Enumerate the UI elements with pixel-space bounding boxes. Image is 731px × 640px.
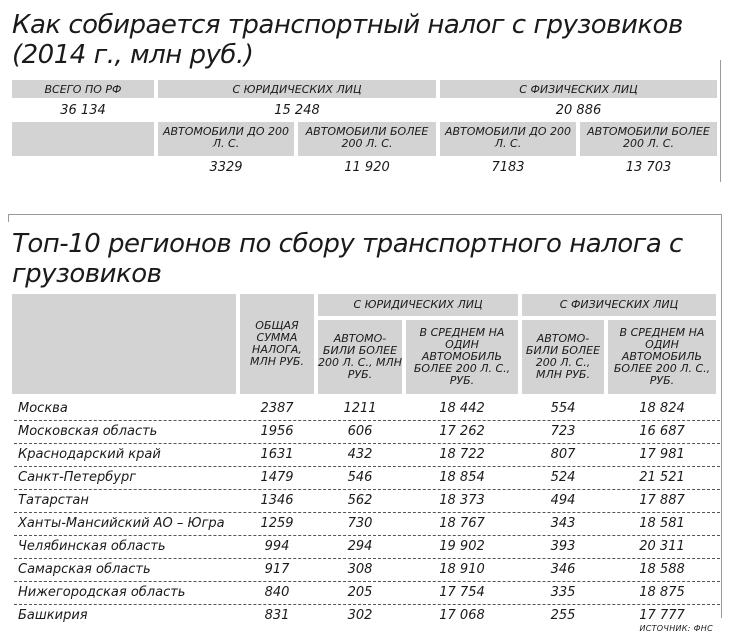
cell-phys-avg: 21 521 [639, 470, 685, 485]
cell-phys-sum: 807 [550, 447, 576, 462]
cell-phys-avg: 16 687 [639, 424, 685, 439]
cell-legal-sum: 606 [347, 424, 373, 439]
col-legal-sum-label: АВТОМО-БИЛИ БОЛЕЕ 200 Л. С., МЛН РУБ. [318, 332, 402, 381]
cell-phys-sum: 343 [550, 516, 576, 531]
table-row [14, 513, 720, 536]
cell-total: 840 [264, 585, 290, 600]
cell-region: Башкирия [18, 608, 88, 623]
group-physical-header [522, 294, 716, 316]
value-legal: 15 248 [274, 103, 320, 118]
col-legal-avg-header [406, 320, 518, 394]
cell-phys-avg: 18 824 [639, 401, 685, 416]
cell-phys-avg: 17 887 [639, 493, 685, 508]
cell-legal-avg: 17 068 [439, 608, 485, 623]
col-legal-sum-header [318, 320, 402, 394]
cell-legal-sum: 205 [347, 585, 373, 600]
cell-region: Самарская область [18, 562, 151, 577]
table-row [14, 536, 720, 559]
table-row [14, 559, 720, 582]
cell-legal-sum: 308 [347, 562, 373, 577]
col-phys-avg-label: В СРЕДНЕМ НА ОДИН АВТОМОБИЛЬ БОЛЕЕ 200 Л. С., РУБ. [613, 326, 711, 387]
cell-legal-sum: 432 [347, 447, 373, 462]
sub-header-physical-over-200: АВТОМОБИЛИ БОЛЕЕ 200 Л. С. [587, 125, 710, 150]
sub-value-legal-under-200: 3329 [209, 160, 243, 175]
header-total: ВСЕГО ПО РФ [44, 83, 122, 96]
col-legal-avg-label: В СРЕДНЕМ НА ОДИН АВТОМОБИЛЬ БОЛЕЕ 200 Л. С., РУБ. [413, 326, 511, 387]
cell-phys-sum: 524 [550, 470, 576, 485]
cell-phys-sum: 346 [550, 562, 576, 577]
cell-total: 2387 [260, 401, 294, 416]
cell-legal-avg: 18 442 [439, 401, 485, 416]
cell-total: 831 [264, 608, 290, 623]
col-phys-sum-label: АВТОМО-БИЛИ БОЛЕЕ 200 Л. С., МЛН РУБ. [525, 332, 601, 381]
cell-legal-sum: 562 [347, 493, 373, 508]
cell-legal-avg: 17 262 [439, 424, 485, 439]
cell-total: 1259 [260, 516, 294, 531]
col-phys-avg-header [608, 320, 716, 394]
cell-phys-sum: 554 [550, 401, 576, 416]
cell-phys-avg: 20 311 [639, 539, 685, 554]
source-note: ИСТОЧНИК: ФНС [639, 624, 713, 633]
cell-legal-sum: 302 [347, 608, 373, 623]
section-divider [8, 214, 722, 215]
cell-total: 1956 [260, 424, 294, 439]
cell-region: Нижегородская область [18, 585, 186, 600]
table-row [14, 605, 720, 627]
cell-total: 1346 [260, 493, 294, 508]
table-row [14, 582, 720, 605]
sub-header-legal-under-200: АВТОМОБИЛИ ДО 200 Л. С. [162, 125, 290, 150]
sub-header-physical-under-200: АВТОМОБИЛИ ДО 200 Л. С. [444, 125, 572, 150]
top10-title: Топ-10 регионов по сбору транспортного налога с грузовиков [12, 229, 683, 289]
cell-phys-avg: 18 581 [639, 516, 685, 531]
sub-value-physical-over-200: 13 703 [625, 160, 672, 175]
cell-legal-avg: 18 373 [439, 493, 485, 508]
cell-total: 917 [264, 562, 290, 577]
cell-legal-sum: 294 [347, 539, 373, 554]
cell-total: 994 [264, 539, 290, 554]
header-physical: С ФИЗИЧЕСКИХ ЛИЦ [519, 83, 638, 96]
cell-legal-avg: 18 854 [439, 470, 485, 485]
cell-legal-sum: 1211 [343, 401, 377, 416]
col-total-label: ОБЩАЯ СУММА НАЛОГА, МЛН РУБ. [250, 319, 304, 368]
cell-region: Челябинская область [18, 539, 166, 554]
col-total-header [240, 294, 314, 394]
sub-header-blank [12, 122, 154, 156]
sub-value-physical-under-200: 7183 [491, 160, 525, 175]
cell-region: Татарстан [18, 493, 89, 508]
cell-region: Краснодарский край [18, 447, 161, 462]
cell-total: 1631 [260, 447, 294, 462]
table-row [14, 490, 720, 513]
cell-phys-sum: 255 [550, 608, 576, 623]
header-legal: С ЮРИДИЧЕСКИХ ЛИЦ [232, 83, 362, 96]
table-row [14, 467, 720, 490]
sub-header-legal-over-200: АВТОМОБИЛИ БОЛЕЕ 200 Л. С. [305, 125, 429, 150]
cell-region: Санкт-Петербург [18, 470, 137, 485]
group-legal-label: С ЮРИДИЧЕСКИХ ЛИЦ [353, 298, 483, 311]
cell-region: Московская область [18, 424, 158, 439]
group-physical-label: С ФИЗИЧЕСКИХ ЛИЦ [559, 298, 679, 311]
cell-phys-sum: 494 [550, 493, 576, 508]
cell-total: 1479 [260, 470, 294, 485]
table-row [14, 444, 720, 467]
infographic-title: Как собирается транспортный налог с грузовиков (2014 г., млн руб.) [12, 10, 683, 70]
cell-legal-sum: 730 [347, 516, 373, 531]
cell-region: Ханты-Мансийский АО – Югра [18, 516, 225, 531]
sub-value-legal-over-200: 11 920 [344, 160, 390, 175]
table-row [14, 421, 720, 444]
cell-legal-avg: 18 722 [439, 447, 485, 462]
cell-legal-avg: 17 754 [439, 585, 485, 600]
cell-phys-sum: 335 [550, 585, 576, 600]
cell-phys-avg: 18 588 [639, 562, 685, 577]
cell-phys-avg: 18 875 [639, 585, 685, 600]
cell-legal-sum: 546 [347, 470, 373, 485]
cell-phys-sum: 393 [550, 539, 576, 554]
cell-legal-avg: 18 767 [439, 516, 485, 531]
col-phys-sum-header [522, 320, 604, 394]
frame-left-tick [8, 214, 9, 222]
cell-phys-avg: 17 777 [639, 608, 685, 623]
value-total: 36 134 [60, 103, 106, 118]
group-legal-header [318, 294, 518, 316]
value-physical: 20 886 [555, 103, 602, 118]
region-header-blank [12, 294, 236, 394]
regions-table-body [14, 398, 720, 627]
cell-legal-avg: 19 902 [439, 539, 485, 554]
cell-phys-sum: 723 [550, 424, 576, 439]
top-right-border [720, 60, 721, 182]
cell-phys-avg: 17 981 [639, 447, 685, 462]
cell-legal-avg: 18 910 [439, 562, 485, 577]
table-row [14, 398, 720, 421]
cell-region: Москва [18, 401, 68, 416]
